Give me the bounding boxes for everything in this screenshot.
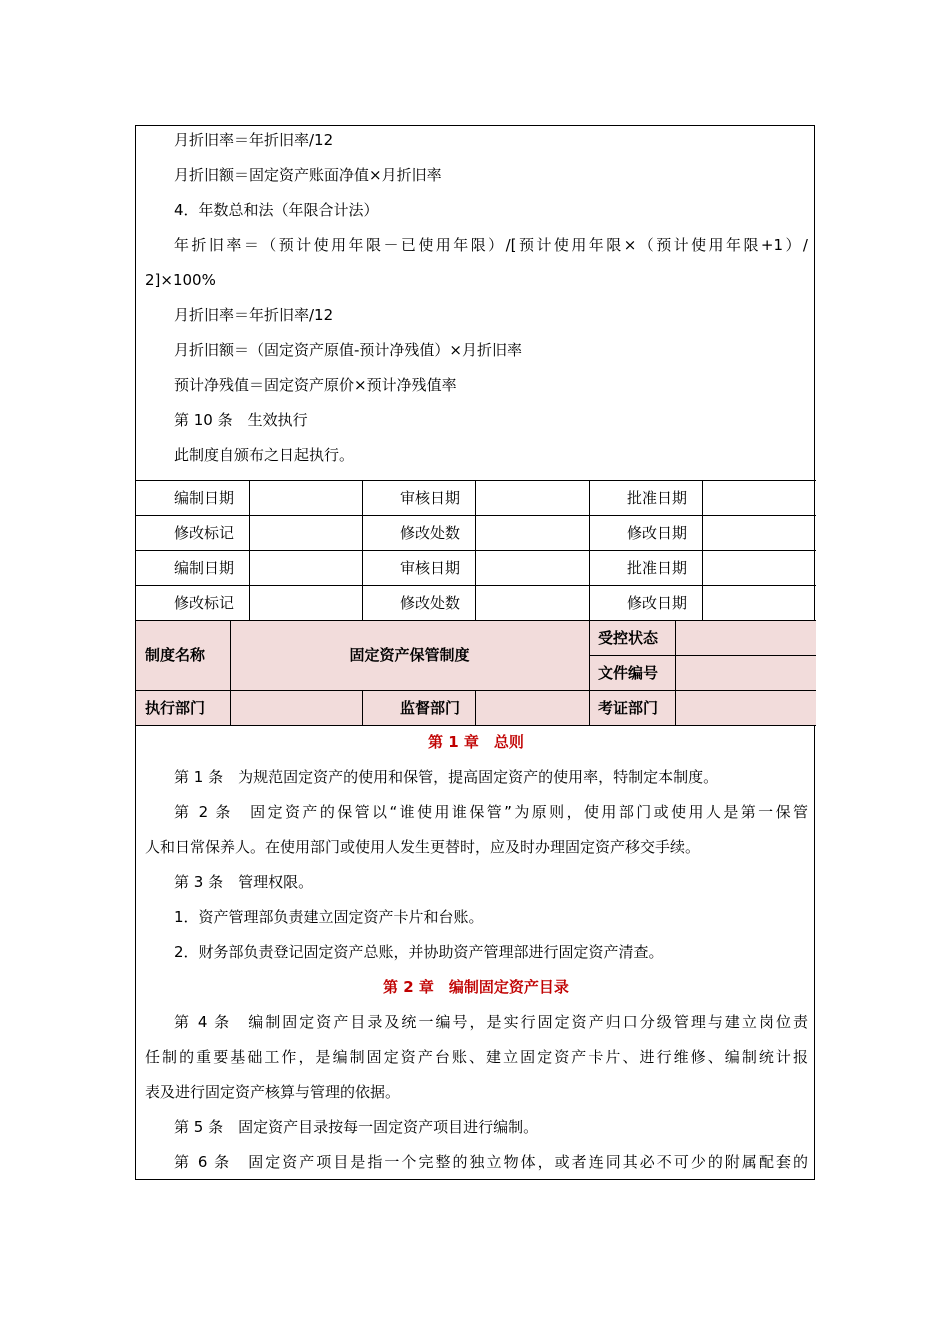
article-2-cont: 人和日常保养人。在使用部门或使用人发生更替时，应及时办理固定资产移交手续。 <box>145 838 701 856</box>
formula-annual-rate-cont: 2]×100% <box>145 271 216 289</box>
formula-monthly-amount-2: 月折旧额＝（固定资产原值-预计净残值）×月折旧率 <box>174 341 522 359</box>
article-4-cont-2: 表及进行固定资产核算与管理的依据。 <box>145 1083 401 1101</box>
label-revision-date: 修改日期 <box>627 523 688 542</box>
label-revision-mark: 修改标记 <box>174 523 235 542</box>
system-name-value: 固定资产保管制度 <box>349 645 470 664</box>
label-revision-count-2: 修改处数 <box>400 593 461 612</box>
chapter-1-heading: 第 1 章 总则 <box>428 733 524 751</box>
article-1: 第 1 条 为规范固定资产的使用和保管，提高固定资产的使用率，特制定本制度。 <box>174 768 719 786</box>
label-compile-date: 编制日期 <box>174 488 235 507</box>
article-10: 第 10 条 生效执行 <box>174 411 308 429</box>
article-4-cont: 任制的重要基础工作，是编制固定资产台账、建立固定资产卡片、进行维修、编制统计报 <box>145 1048 808 1066</box>
label-revision-date-2: 修改日期 <box>627 593 688 612</box>
article-3-item-1: 1．资产管理部负责建立固定资产卡片和台账。 <box>174 908 484 926</box>
label-system-name: 制度名称 <box>145 645 206 664</box>
label-supervise-dept: 监督部门 <box>400 698 461 717</box>
article-2: 第 2 条 固定资产的保管以“谁使用谁保管”为原则，使用部门或使用人是第一保管 <box>174 803 808 821</box>
label-compile-date-2: 编制日期 <box>174 558 235 577</box>
document-frame <box>135 125 815 1180</box>
formula-monthly-rate-2: 月折旧率＝年折旧率/12 <box>174 306 334 324</box>
article-5: 第 5 条 固定资产目录按每一固定资产项目进行编制。 <box>174 1118 539 1136</box>
label-verify-dept: 考证部门 <box>598 698 659 717</box>
effective-statement: 此制度自颁布之日起执行。 <box>174 446 355 464</box>
label-control-status: 受控状态 <box>598 628 659 647</box>
label-review-date: 审核日期 <box>400 488 461 507</box>
chapter-2-heading: 第 2 章 编制固定资产目录 <box>383 978 569 996</box>
formula-monthly-amount: 月折旧额＝固定资产账面净值×月折旧率 <box>174 166 442 184</box>
article-4: 第 4 条 编制固定资产目录及统一编号，是实行固定资产归口分级管理与建立岗位责 <box>174 1013 808 1031</box>
label-approve-date: 批准日期 <box>627 488 688 507</box>
article-3: 第 3 条 管理权限。 <box>174 873 314 891</box>
article-6: 第 6 条 固定资产项目是指一个完整的独立物体，或者连同其必不可少的附属配套的 <box>174 1153 808 1171</box>
label-file-number: 文件编号 <box>598 663 659 682</box>
label-revision-mark-2: 修改标记 <box>174 593 235 612</box>
formula-residual: 预计净残值＝固定资产原价×预计净残值率 <box>174 376 457 394</box>
formula-annual-rate: 年折旧率＝（预计使用年限－已使用年限）/[预计使用年限×（预计使用年限+1）/ <box>174 236 808 254</box>
method-sum-of-years: 4．年数总和法（年限合计法） <box>174 201 379 219</box>
label-exec-dept: 执行部门 <box>145 698 206 717</box>
label-review-date-2: 审核日期 <box>400 558 461 577</box>
label-revision-count: 修改处数 <box>400 523 461 542</box>
formula-monthly-rate: 月折旧率＝年折旧率/12 <box>174 131 334 149</box>
label-approve-date-2: 批准日期 <box>627 558 688 577</box>
article-3-item-2: 2．财务部负责登记固定资产总账，并协助资产管理部进行固定资产清查。 <box>174 943 664 961</box>
